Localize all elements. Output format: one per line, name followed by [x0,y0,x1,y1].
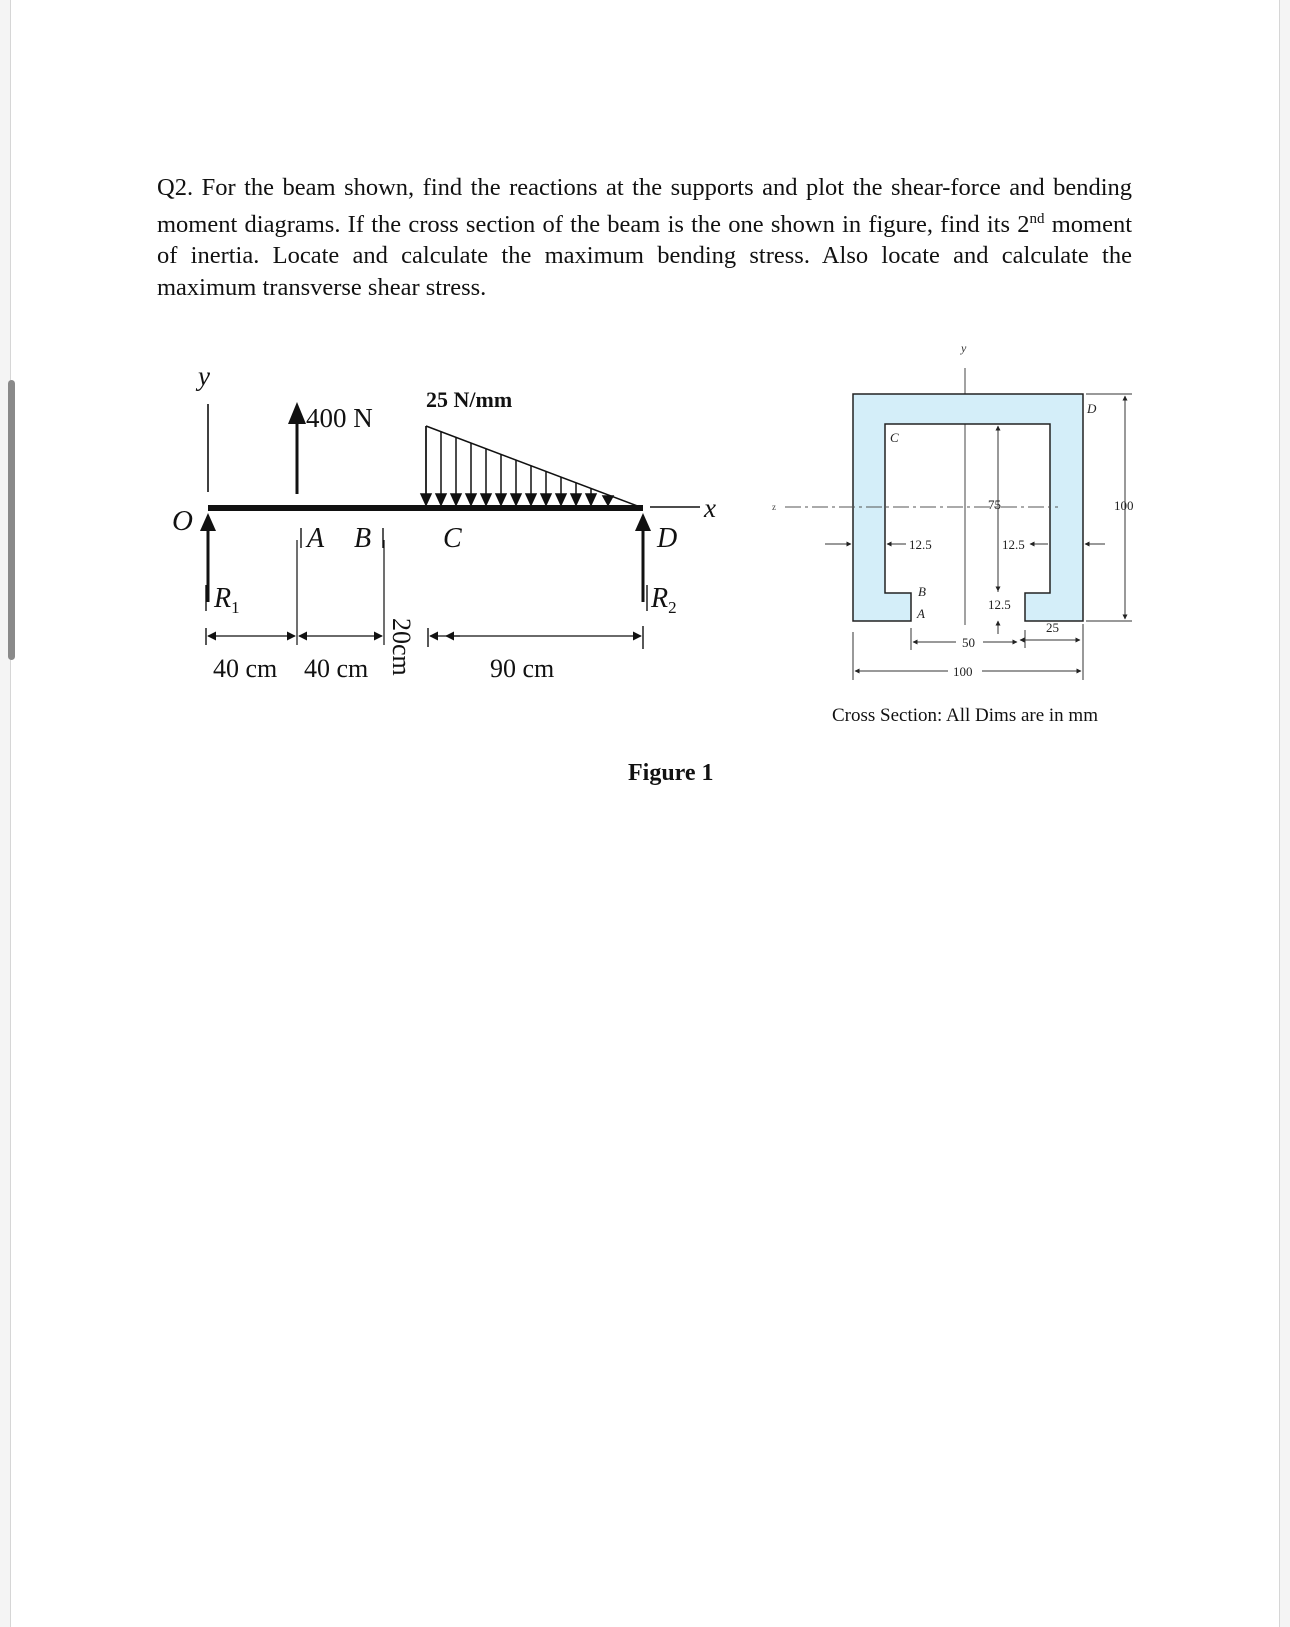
section-label-a: A [917,606,925,621]
reaction-r1-arrowhead [200,513,216,531]
dim-50: 50 [962,635,975,650]
dim-40cm-2: 40 cm [304,654,369,683]
reaction-r1-label: $R_1$ [214,583,240,617]
point-a-label: A [307,523,325,554]
dim-100-height: 100 [1114,498,1134,513]
force-400n-arrowhead [288,402,306,424]
cross-section-caption: Cross Section: All Dims are in mm [832,705,1098,726]
point-b-label: B [354,523,372,554]
question-superscript: nd [1029,210,1045,227]
point-d-label: D [657,523,678,554]
cross-section-diagram [772,341,1134,726]
reaction-r2-label: $R_2$ [651,583,677,617]
question-body-part2: moment of inertia. Locate and calculate the maximum bending stress. Also locate and calculate the maximum transverse shear stress. [157,210,1132,301]
distributed-load [421,426,640,507]
dim-40cm-1: 40 cm [213,654,278,683]
section-label-d: D [1087,401,1097,416]
dim-12-5-bottom: 12.5 [988,597,1011,612]
section-z-axis-label: z [772,502,776,512]
section-label-b: B [918,584,926,599]
point-c-label: C [443,523,462,554]
reaction-r2-arrowhead [635,513,651,531]
beam-origin-label: O [172,505,193,537]
dim-12-5-left: 12.5 [909,537,932,552]
force-400n-label: 400 N [306,403,373,433]
dim-20cm: 20cm [387,618,416,676]
beam-x-axis-label: x [704,493,716,523]
question-body-part1: For the beam shown, find the reactions at the supports and plot the shear-force and bending moment diagrams. If the cross section of the beam is the one shown in figure, find its 2 [157,174,1133,238]
beam-dimensions [206,626,643,649]
dim-100-width: 100 [953,664,973,679]
dim-75: 75 [988,497,1001,512]
dist-load-label: 25 N/mm [426,387,513,412]
beam-diagram [172,361,716,683]
dim-90cm: 90 cm [490,654,555,683]
section-label-c: C [890,430,899,445]
beam-bar [208,505,643,511]
dim-25: 25 [1046,620,1059,635]
beam-y-axis-label: y [198,361,210,391]
section-y-axis-label: y [961,341,967,355]
figure-caption: Figure 1 [628,760,714,786]
question-number: Q2. [157,174,194,201]
dim-12-5-right: 12.5 [1002,537,1025,552]
